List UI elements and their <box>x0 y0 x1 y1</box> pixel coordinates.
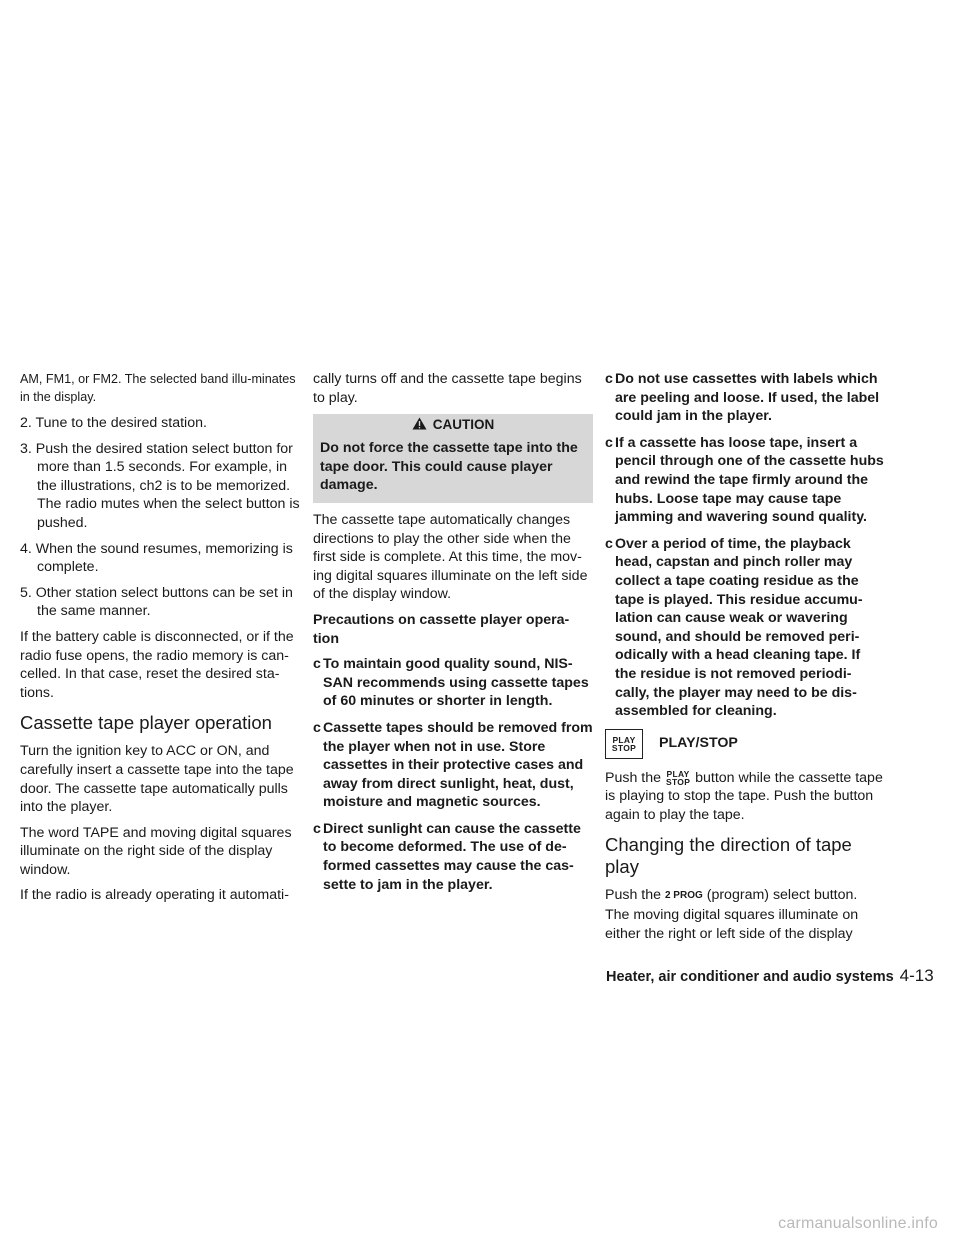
bullet-text: Direct sunlight can cause the cassette to become deformed. The use of de-formed cassettes may cause the cas-sette to jam in the player. <box>323 820 581 893</box>
page-number: 4-13 <box>899 966 934 985</box>
insert-paragraph: Turn the ignition key to ACC or ON, and carefully insert a cassette tape into the tape door. The cassette tape automatically pulls into the player. <box>20 743 294 816</box>
play-stop-icon-top: PLAY <box>612 734 636 745</box>
play-stop-button-icon <box>605 729 643 759</box>
prog-after-text: (program) select button. The moving digital squares illuminate on either the right or left side of the display <box>605 887 859 942</box>
prog-push-the-text: Push the <box>605 887 662 904</box>
play-stop-inline-icon <box>665 770 691 786</box>
step-4: 4. When the sound resumes, memorizing is complete. <box>20 540 293 576</box>
bullet-text: If a cassette has loose tape, insert a pencil through one of the cassette hubs and rewind the tape firmly around the hubs. Loose tape may cause tape jamming and wavering sound quality. <box>615 434 884 526</box>
push-the-text: Push the <box>605 769 662 786</box>
band-lead-text: AM, FM1, or FM2. The selected band illu-minates in the display. <box>20 372 296 404</box>
bullet-marker: c <box>605 371 613 387</box>
battery-paragraph: If the battery cable is disconnected, or if the radio fuse opens, the radio memory is can-celled. In that case, reset the desired sta-tions. <box>20 628 294 701</box>
watermark: carmanualsonline.info <box>778 1215 938 1233</box>
step-3: 3. Push the desired station select button for more than 1.5 seconds. For example, in the illustrations, ch2 is to be memorized. The radio mutes when the select button is pushed. <box>20 440 300 531</box>
column-3 <box>605 370 885 950</box>
column-1 <box>20 370 300 912</box>
precautions-heading: Precautions on cassette player opera-tion <box>313 611 570 647</box>
footer-section-title: Heater, air conditioner and audio systems <box>606 969 894 985</box>
column-2 <box>313 370 593 902</box>
page-footer <box>606 967 936 987</box>
bullet-text: Do not use cassettes with labels which are peeling and loose. If used, the label could jam in the player. <box>615 371 880 425</box>
bullet-marker: c <box>313 719 321 736</box>
caution-header <box>320 416 586 435</box>
continued-paragraph: cally turns off and the cassette tape begins to play. <box>313 371 582 406</box>
direction-paragraph: The cassette tape automatically changes directions to play the other side when the first side is complete. At this time, the mov-ing digital squares illuminate on the left side of the display window. <box>313 511 588 603</box>
prog-button-icon: 2 PROG <box>664 890 703 902</box>
play-stop-inline-bottom: STOP <box>665 776 691 787</box>
bullet-item <box>313 820 593 894</box>
caution-box <box>313 414 593 503</box>
step-2: 2. Tune to the desired station. <box>20 415 207 431</box>
bullet-item <box>605 370 885 426</box>
playstop-subheading <box>605 729 885 759</box>
playstop-paragraph <box>605 769 885 825</box>
bullet-item <box>313 719 593 812</box>
radio-operating-paragraph: If the radio is already operating it automati- <box>20 887 289 904</box>
bullet-text: To maintain good quality sound, NIS-SAN recommends using cassette tapes of 60 minutes or shorter in length. <box>323 656 589 710</box>
bullet-item <box>313 655 593 711</box>
bullet-text: Over a period of time, the playback head, capstan and pinch roller may collect a tape coating residue as the tape is played. This residue accumu-lation can cause weak or wavering sound, and should be removed peri-odically with a head cleaning tape. If the residue is not removed periodi-cally, the player may need to be dis-assembled for cleaning. <box>615 535 863 720</box>
bullet-marker: c <box>313 820 321 837</box>
bullet-text: Cassette tapes should be removed from the player when not in use. Store cassettes in their protective cases and away from direct sunlight, heat, dust, moisture and magnetic sources. <box>323 719 593 811</box>
bullet-marker: c <box>313 656 321 673</box>
bullet-marker: c <box>605 535 613 552</box>
playstop-label: PLAY/STOP <box>659 735 738 752</box>
bullet-marker: c <box>605 434 613 451</box>
tape-word-paragraph: The word TAPE and moving digital squares illuminate on the right side of the display window. <box>20 824 292 878</box>
cassette-heading: Cassette tape player operation <box>20 712 272 734</box>
step-5: 5. Other station select buttons can be set in the same manner. <box>20 584 293 620</box>
warning-icon <box>412 417 427 435</box>
play-stop-inline-top: PLAY <box>666 768 690 779</box>
prog-paragraph <box>605 886 885 943</box>
direction-heading: Changing the direction of tape play <box>605 834 852 878</box>
bullet-item <box>605 535 885 721</box>
caution-title: CAUTION <box>432 417 495 433</box>
bullet-item <box>605 434 885 527</box>
playstop-after-text: button while the cassette tape is playing to stop the tape. Push the button again to play the tape. <box>605 769 883 823</box>
play-stop-icon-bottom: STOP <box>611 742 637 753</box>
caution-body: Do not force the cassette tape into the tape door. This could cause player damage. <box>320 440 578 494</box>
